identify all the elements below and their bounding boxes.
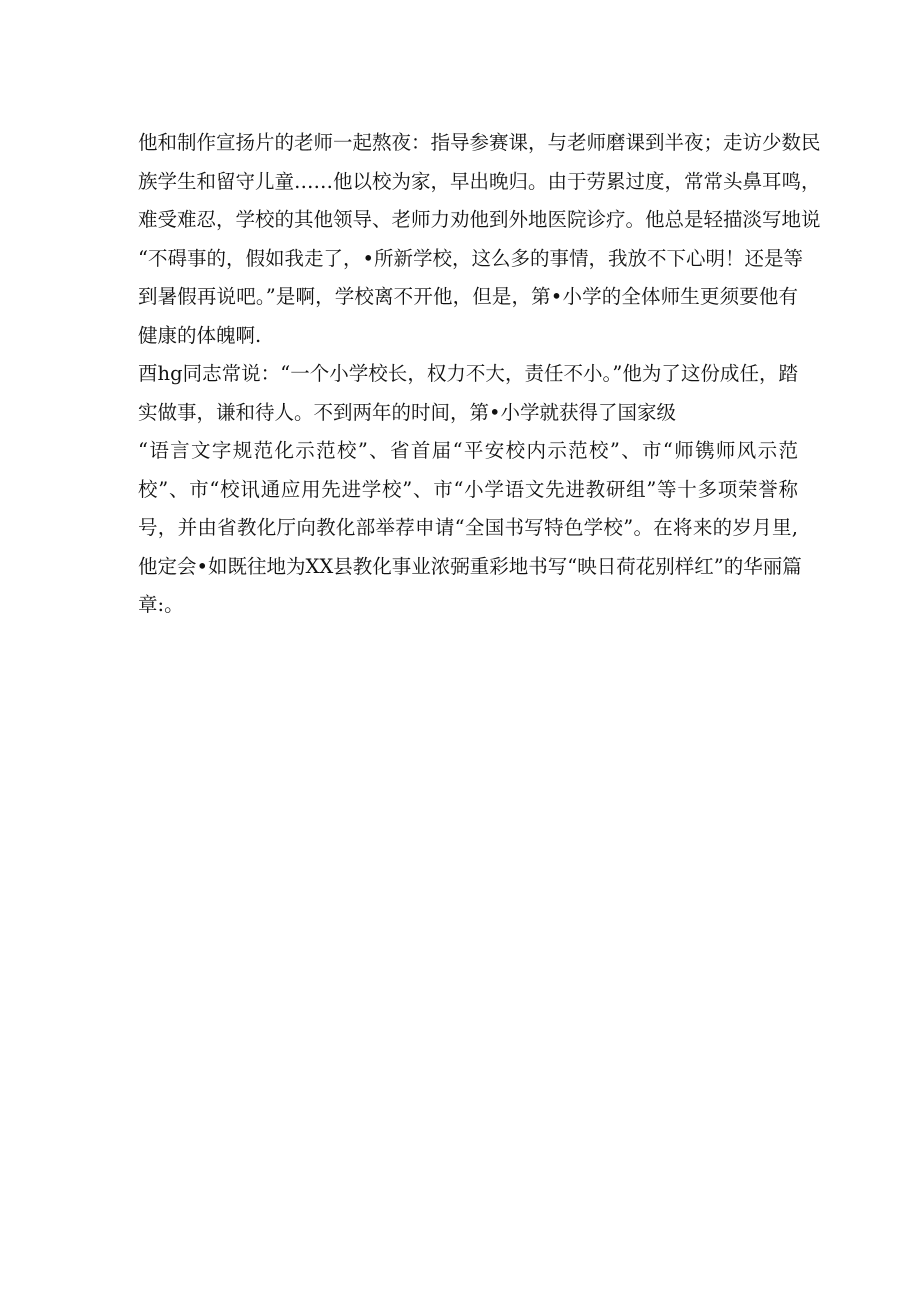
text-line-8: 实做事，谦和待人。不到两年的时间，第•小学就获得了国家级 (138, 400, 677, 424)
text-line-5: 到暑假再说吧。”是啊，学校离不开他，但是，第•小学的全体师生更须要他有 (138, 285, 798, 308)
text-line-10: 校”、市“校讯通应用先进学校”、市“小学语文先进教研组”等十多项荣誉称 (138, 477, 798, 501)
body-text (138, 124, 821, 625)
text-line-11: 号，并由省教化厅向教化部举荐申请“全国书写特色学校”。在将来的岁月里, (138, 516, 798, 539)
text-line-9: “语言文字规范化示范校”、省首届“平安校内示范校”、市“师镌师风示范 (138, 439, 798, 462)
text-line-6: 健康的体魄啊. (138, 323, 262, 347)
text-line-2: 族学生和留守儿童……他以校为家，早出晚归。由于劳累过度，常常头鼻耳鸣， (138, 169, 821, 193)
text-line-4: “不碍事的，假如我走了，•所新学校，这么多的事情，我放不下心明！还是等 (138, 246, 803, 270)
text-line-3: 难受难忍，学校的其他领导、老师力劝他到外地医院诊疗。他总是轻描淡写地说 (138, 208, 821, 231)
text-line-12: 他定会•如既往地为XX县教化事业浓弼重彩地书写“映日荷花别样红”的华丽篇 (138, 554, 802, 578)
text-line-1: 他和制作宣扬片的老师一起熬夜：指导参赛课，与老师磨课到半夜；走访少数民 (138, 131, 821, 154)
text-line-7: 酉hg同志常说：“一个小学校长，权力不大，责任不小。”他为了这份成任，踏 (138, 362, 798, 385)
text-line-13: 章:。 (138, 593, 184, 616)
